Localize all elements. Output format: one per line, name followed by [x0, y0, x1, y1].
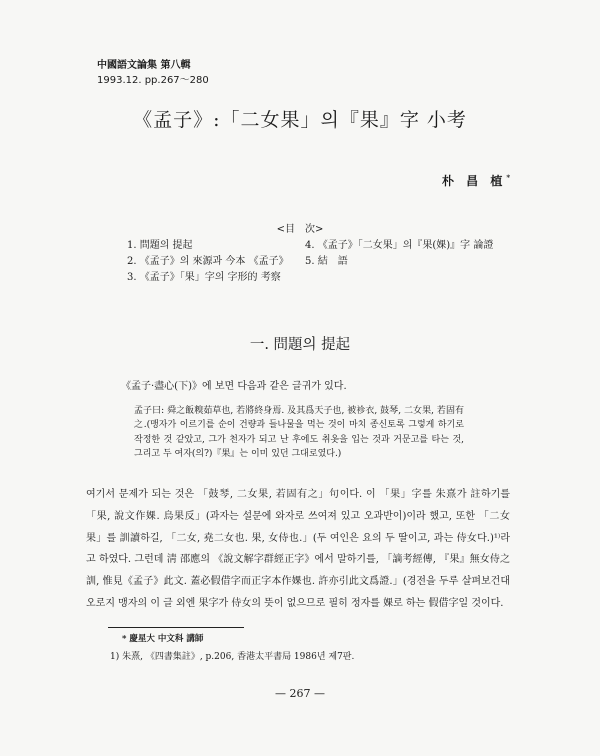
journal-issue: 1993.12. pp.267～280: [97, 75, 209, 86]
body-paragraph: 여기서 문제가 되는 것은 「鼓琴, 二女果, 若固有之」句이다. 이 「果」字를 朱熹가 註하기를 「果, 說文作婐. 烏果反」(과자는 설문에 와자로 쓰여져 있고 오과반이)이라 했고, 또한 「二女果」를 訓讀하길, 「二女, 堯二女也. 果, 女侍也.」(두 여인은 요의 두 딸이고, 과는 侍女다.)¹⁾라고 하였다. 그런데 淸 邵應의 《說文解字群經正字》에서 말하기를, 「謫考經傳, 『果』無女侍之訓, 惟見《孟子》此文. 蓋必假借字而正字本作婐也. 許亦引此文爲證.」(경전을 두루 살펴보건대 오로지 맹자의 이 글 외엔 果字가 侍女의 뜻이 없으므로 필히 정자를 婐로 하는 假借字일 것이다.: [86, 489, 510, 609]
paper-title: 《孟子》:「二女果」의『果』字 小考: [133, 109, 467, 131]
author-line: [442, 172, 510, 189]
journal-name: 中國語文論集 第八輯: [97, 60, 191, 71]
author-footnote-mark: *: [506, 173, 510, 182]
author-affiliation-note: * 慶星大 中文科 講師: [122, 634, 204, 644]
footnote-1: 1) 朱熹, 《四書集註》, p.206, 香港太平書局 1986년 제7판.: [110, 652, 355, 662]
footnote-divider: [108, 627, 244, 628]
toc-item: 3. 《孟子》「果」字의 字形的 考察: [127, 272, 281, 283]
toc-item: 5. 結 語: [305, 256, 348, 267]
page-number: — 267 —: [275, 687, 325, 700]
toc-heading: <目 次>: [276, 224, 324, 235]
quoted-passage: 孟子曰: 舜之飯糗茹草也, 若將終身焉. 及其爲天子也, 被袗衣, 鼓琴, 二女果, 若固有之.(맹자가 이르기를 순이 건량과 들나물을 먹는 것이 마치 종신토록 그렇게 하기로 작정한 것 같았고, 그가 천자가 되고 난 후에도 취옷을 입는 것과 거문고를 타는 것, 그리고 두 여자(의?)『果』는 이미 있던 그대로였다.): [134, 406, 464, 459]
section-heading: 一. 問題의 提起: [249, 337, 351, 353]
toc-item: 2. 《孟子》의 來源과 今本 《孟子》: [127, 256, 289, 267]
toc-item: 1. 問題의 提起: [127, 240, 193, 251]
intro-paragraph: 《孟子·盡心(下)》에 보면 다음과 같은 글귀가 있다.: [121, 381, 347, 392]
toc-item: 4. 《孟子》「二女果」의『果(婐)』字 論證: [305, 240, 494, 251]
author-name: 朴 昌 植: [441, 174, 507, 188]
journal-header: [97, 58, 209, 88]
table-of-contents: [127, 238, 527, 286]
